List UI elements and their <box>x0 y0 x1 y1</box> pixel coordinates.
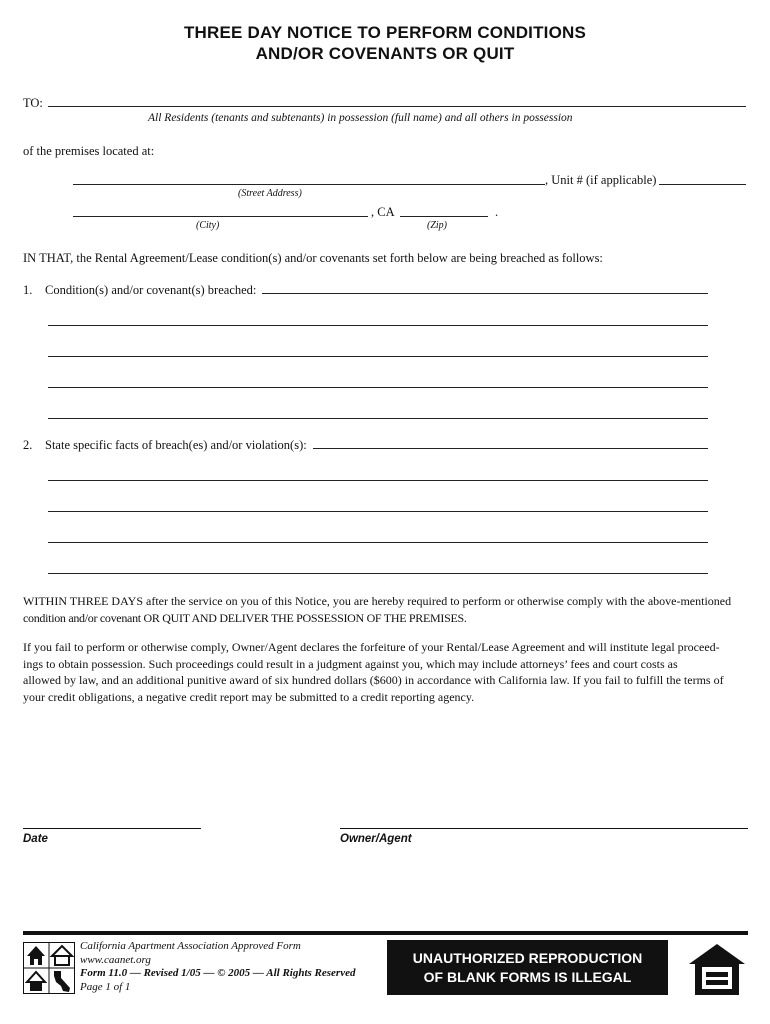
owner-agent-label: Owner/Agent <box>340 833 412 845</box>
item1-field-line-1[interactable] <box>262 293 708 294</box>
date-field[interactable] <box>23 828 201 829</box>
footer-website: www.caanet.org <box>80 953 151 966</box>
period: . <box>495 205 499 219</box>
within-paragraph <box>23 593 748 626</box>
item2-field-line-3[interactable] <box>48 511 708 512</box>
footer-line-3: Form 11.0 — Revised 1/05 — © 2005 — All Rights Reserved <box>80 967 356 979</box>
equal-housing-icon <box>687 942 747 997</box>
item2-label: State specific facts of breach(es) and/or violation(s): <box>45 438 307 452</box>
caa-logo-icon <box>23 942 75 994</box>
within-line-1: WITHIN THREE DAYS after the service on you of this Notice, you are hereby required to perform or otherwise comply with the above-mentioned <box>23 594 732 608</box>
fail-line-2: ings to obtain possession. Such proceedings could result in a judgment against you, which may include attorneys’ fees and court costs as <box>23 656 678 671</box>
to-caption: All Residents (tenants and subtenants) in possession (full name) and all others in possession <box>148 112 573 124</box>
footer-line-1: California Apartment Association Approved Form <box>80 940 301 952</box>
item1-field-line-5[interactable] <box>48 418 708 419</box>
item1-field-line-2[interactable] <box>48 325 708 326</box>
date-label: Date <box>23 833 48 845</box>
item1-field-line-3[interactable] <box>48 356 708 357</box>
street-address-field[interactable] <box>73 184 545 185</box>
to-label: TO: <box>23 96 43 110</box>
fail-line-3: allowed by law, and an additional punitive award of six hundred dollars ($600) in accordance with California law. If you fail to fulfill the terms of <box>23 673 724 687</box>
street-caption: (Street Address) <box>238 188 302 199</box>
city-field[interactable] <box>73 216 368 217</box>
item2-field-line-2[interactable] <box>48 480 708 481</box>
zip-caption: (Zip) <box>427 220 447 231</box>
city-caption: (City) <box>196 220 220 231</box>
item2-number: 2. <box>23 438 33 452</box>
fail-line-4: your credit obligations, a negative credit report may be submitted to a credit reporting agency. <box>23 689 475 704</box>
footer-rule <box>23 931 748 935</box>
footer-text <box>80 940 355 994</box>
to-field[interactable] <box>48 106 746 107</box>
item1-number: 1. <box>23 283 33 297</box>
warning-line-1: UNAUTHORIZED REPRODUCTION <box>412 950 643 966</box>
title-line-2: AND/OR COVENANTS OR QUIT <box>255 44 515 63</box>
unit-label: , Unit # (if applicable) <box>545 173 657 187</box>
footer-page: Page 1 of 1 <box>80 980 131 993</box>
fail-line-1: If you fail to perform or otherwise comply, Owner/Agent declares the forfeiture of your Rental/Lease Agreement and will institute legal proceed- <box>23 640 720 654</box>
warning-line-2: OF BLANK FORMS IS ILLEGAL <box>423 969 632 985</box>
within-line-2: condition and/or covenant OR QUIT AND DELIVER THE POSSESSION OF THE PREMISES. <box>23 610 467 625</box>
zip-field[interactable] <box>400 216 488 217</box>
premises-label: of the premises located at: <box>23 144 155 158</box>
item2-field-line-5[interactable] <box>48 573 708 574</box>
item1-field-line-4[interactable] <box>48 387 708 388</box>
item2-field-line-1[interactable] <box>313 448 708 449</box>
in-that-text: IN THAT, the Rental Agreement/Lease condition(s) and/or covenants set forth below are being breached as follows: <box>23 251 603 265</box>
item1-label: Condition(s) and/or covenant(s) breached: <box>45 283 257 297</box>
warning-banner <box>387 940 668 995</box>
page-title <box>0 22 770 64</box>
owner-agent-field[interactable] <box>340 828 748 829</box>
item2-field-line-4[interactable] <box>48 542 708 543</box>
fail-paragraph <box>23 639 748 705</box>
title-line-1: THREE DAY NOTICE TO PERFORM CONDITIONS <box>183 23 587 42</box>
unit-field[interactable] <box>659 184 746 185</box>
ca-label: , CA <box>371 205 395 219</box>
